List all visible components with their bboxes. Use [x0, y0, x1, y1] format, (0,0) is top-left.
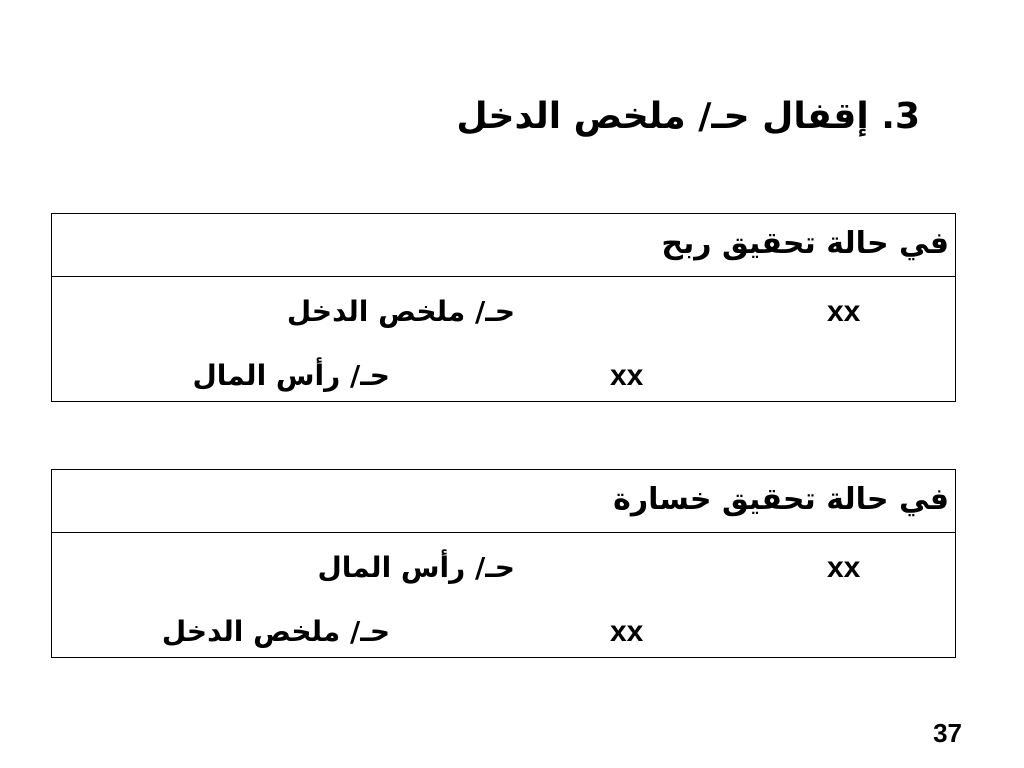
profit-debit-account: حـ/ ملخص الدخل: [286, 295, 515, 328]
slide-title: 3. إقفال حـ/ ملخص الدخل: [456, 96, 920, 137]
loss-entry-box: [51, 469, 956, 658]
loss-credit-amount: xx: [610, 615, 644, 648]
profit-entry-header: [52, 214, 955, 277]
loss-entry-header: [52, 470, 955, 533]
profit-credit-amount: xx: [610, 359, 644, 392]
profit-credit-account: حـ/ رأس المال: [192, 359, 390, 392]
loss-entry-header-text: في حالة تحقيق خسارة: [613, 482, 949, 517]
page-number: 37: [933, 718, 962, 748]
profit-entry-header-text: في حالة تحقيق ربح: [661, 226, 949, 261]
profit-entry-box: [51, 213, 956, 402]
loss-debit-account: حـ/ رأس المال: [317, 551, 515, 584]
profit-debit-amount: xx: [827, 295, 861, 328]
loss-credit-account: حـ/ ملخص الدخل: [161, 615, 390, 648]
loss-debit-amount: xx: [827, 551, 861, 584]
